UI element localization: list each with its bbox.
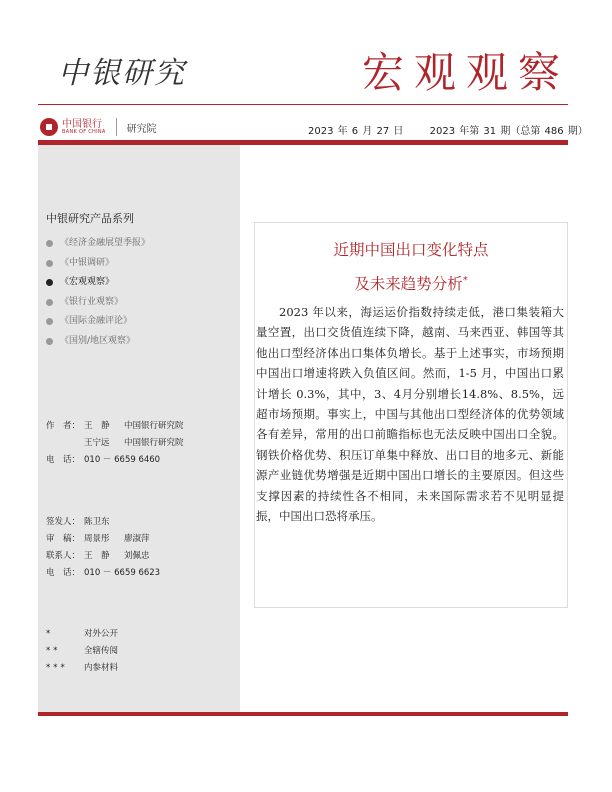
author-phone: 电 话： 010 － 6659 6460 xyxy=(46,455,161,465)
logo-text xyxy=(62,120,106,135)
contact-row: 联系人： 王 静 刘佩忠 xyxy=(46,551,150,561)
sign-block xyxy=(46,514,160,582)
bullet-icon xyxy=(46,299,53,306)
issue-info xyxy=(308,122,588,137)
product-series-heading: 中银研究产品系列 xyxy=(46,212,134,225)
classification-row: * 对外公开 xyxy=(46,629,119,639)
header-rule xyxy=(38,104,568,105)
author-row: 王宁远 中国银行研究院 xyxy=(84,438,184,448)
logo-cn: 中国银行 xyxy=(62,118,102,130)
bullet-icon xyxy=(46,260,53,267)
bullet-icon xyxy=(46,240,53,247)
series-title: 宏观观察 xyxy=(361,48,570,97)
product-item: 《中银调研》 xyxy=(46,254,150,274)
summary-paragraph: 2023 年以来，海运运价指数持续走低，港口集装箱大量空置，出口交货值连续下降，越南、马来西亚、韩国等其他出口型经济体出口集体负增长。基于上述事实，市场预期中国出口增速将跌入负值区间。然而，1-5 月，中国出口累计增长 0.3%，其中，3、4月分别增长14.8%、8.5%，远超市场预期。事实上，中国与其他出口型经济体的优势领域各有差异，常用的出口前瞻指标也无法反映中国出口全貌。钢铁价格优势、积压订单集中释放、出口目的地多元、新能源产业链优势增强是近期中国出口增长的主要原因。但这些支撑因素的持续性各不相同，未来国际需求若不见明显提振，中国出口恐将承压。 xyxy=(256,305,564,524)
bullet-icon xyxy=(46,318,53,325)
issue-date: 2023 年 6 月 27 日 xyxy=(308,126,404,137)
product-item-active: 《宏观观察》 xyxy=(46,273,150,293)
report-title-line2: 及未来趋势分析* xyxy=(354,274,468,293)
issue-number: 2023 年第 31 期（总第 486 期） xyxy=(429,126,588,137)
institute-name: 研究院 xyxy=(126,123,157,135)
classification-legend xyxy=(46,626,118,677)
bullet-icon xyxy=(46,279,53,286)
report-title-line1: 近期中国出口变化特点 xyxy=(333,241,489,259)
classification-row: *** 内参材料 xyxy=(46,663,119,673)
signer-row: 签发人： 陈卫东 xyxy=(46,517,110,527)
bank-logo xyxy=(40,118,157,136)
contact-phone: 电 话： 010 － 6659 6623 xyxy=(46,568,161,578)
logo-divider xyxy=(116,118,117,136)
brand-script-logo: 中银研究 xyxy=(58,56,186,91)
footnote-mark: * xyxy=(462,274,468,286)
author-block xyxy=(46,418,184,469)
product-item: 《国别/地区观察》 xyxy=(46,332,150,352)
classification-row: ** 全辖传阅 xyxy=(46,646,119,656)
product-item: 《银行业观察》 xyxy=(46,293,150,313)
bank-of-china-icon xyxy=(40,118,58,136)
product-item: 《经济金融展望季报》 xyxy=(46,234,150,254)
product-list xyxy=(46,234,150,351)
author-row: 作 者： 王 静 中国银行研究院 xyxy=(46,421,184,431)
product-item: 《国际金融评论》 xyxy=(46,312,150,332)
bottom-accent-bar xyxy=(38,712,568,716)
bullet-icon xyxy=(46,338,53,345)
logo-en: BANK OF CHINA xyxy=(62,128,106,135)
reviewer-row: 审 稿： 周景彤 廖淑萍 xyxy=(46,534,150,544)
